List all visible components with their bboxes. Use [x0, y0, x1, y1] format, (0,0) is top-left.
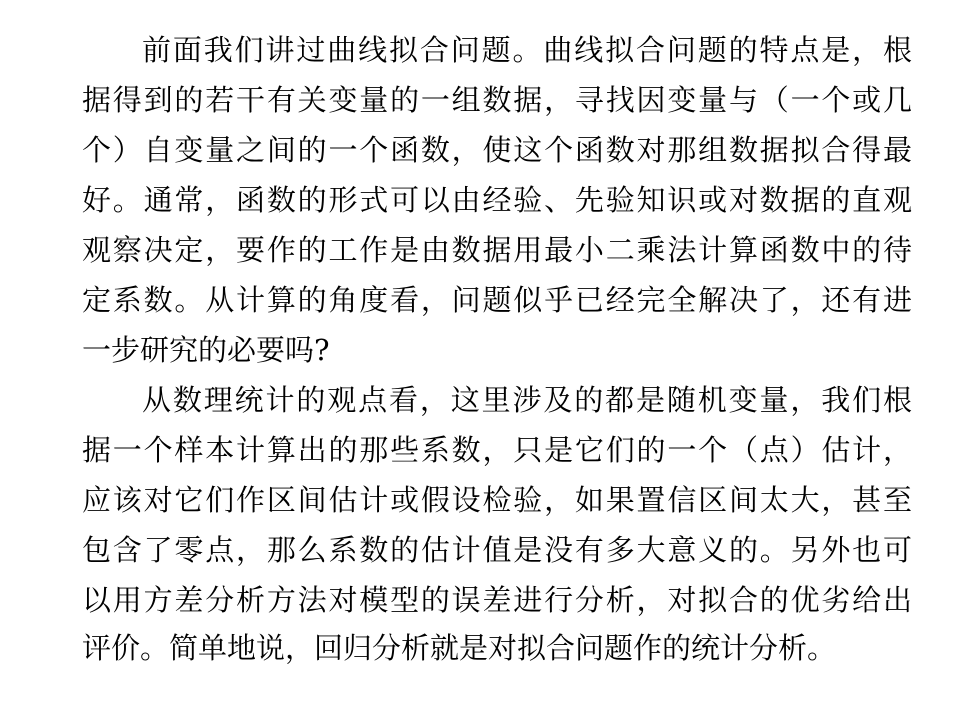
- paragraph-line: 个）自变量之间的一个函数，使这个函数对那组数据拟合得最: [82, 133, 912, 167]
- paragraph-line: 一步研究的必要吗?: [82, 333, 330, 367]
- paragraph-line: 定系数。从计算的角度看，问题似乎已经完全解决了，还有进: [82, 283, 912, 317]
- paragraph-line: 以用方差分析方法对模型的误差进行分析，对拟合的优劣给出: [82, 583, 912, 617]
- paragraph-line: 据得到的若干有关变量的一组数据，寻找因变量与（一个或几: [82, 83, 912, 117]
- paragraph-line: 包含了零点，那么系数的估计值是没有多大意义的。另外也可: [82, 533, 912, 567]
- paragraph-line: 据一个样本计算出的那些系数，只是它们的一个（点）估计，: [82, 433, 912, 467]
- paragraph-line: 评价。简单地说，回归分析就是对拟合问题作的统计分析。: [82, 631, 837, 665]
- paragraph-line: 好。通常，函数的形式可以由经验、先验知识或对数据的直观: [82, 183, 912, 217]
- paragraph-line: 观察决定，要作的工作是由数据用最小二乘法计算函数中的待: [82, 233, 912, 267]
- paragraph-line: 应该对它们作区间估计或假设检验，如果置信区间太大，甚至: [82, 483, 912, 517]
- paragraph-line: 从数理统计的观点看，这里涉及的都是随机变量，我们根: [142, 383, 912, 417]
- paragraph-line: 前面我们讲过曲线拟合问题。曲线拟合问题的特点是，根: [142, 33, 912, 67]
